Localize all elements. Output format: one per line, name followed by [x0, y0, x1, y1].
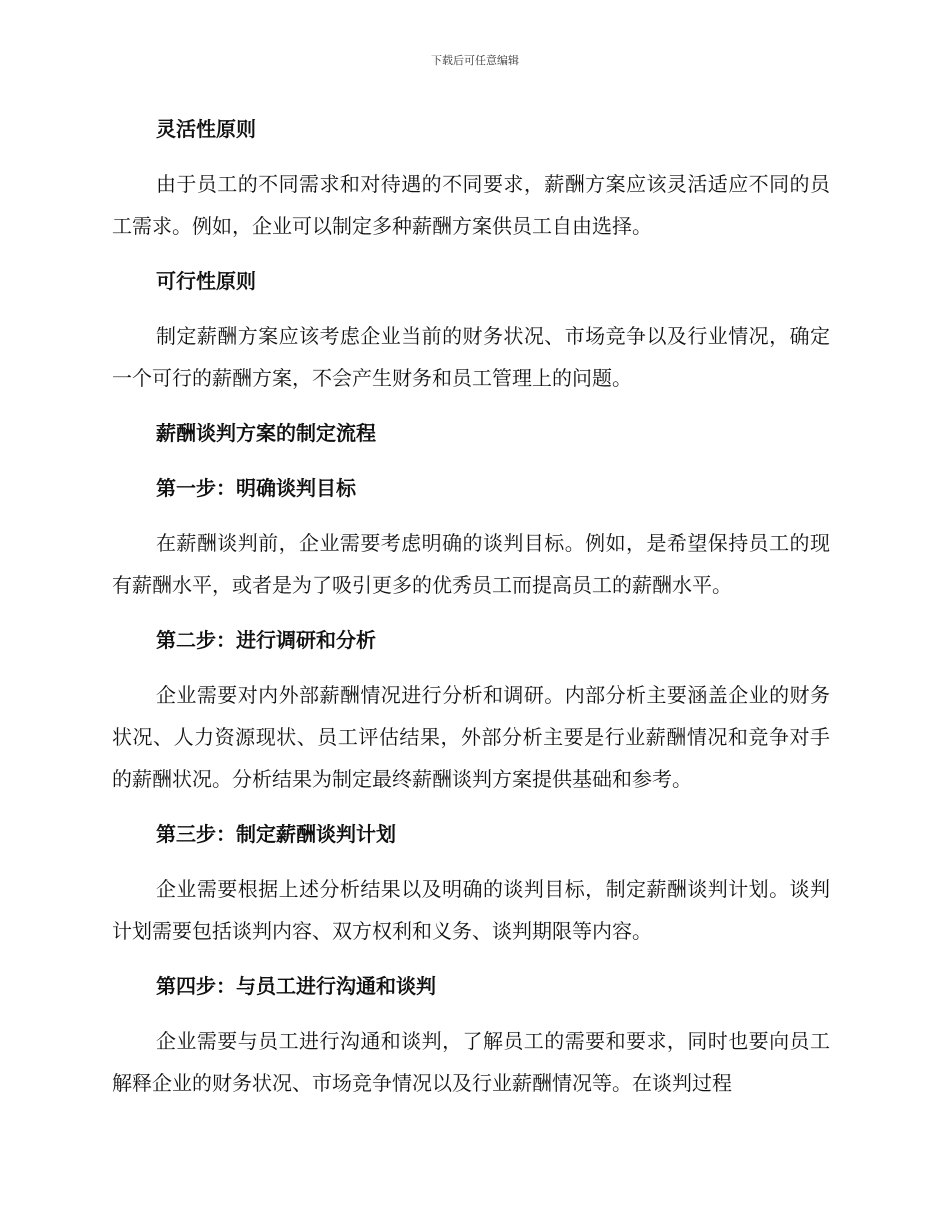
section-paragraph-step-2: 企业需要对内外部薪酬情况进行分析和调研。内部分析主要涵盖企业的财务状况、人力资源现状、员工评估结果，外部分析主要是行业薪酬情况和竞争对手的薪酬状况。分析结果为制定最终薪酬谈判方案提供基础和参考。: [112, 683, 830, 791]
section-paragraph-flexibility: 由于员工的不同需求和对待遇的不同要求，薪酬方案应该灵活适应不同的员工需求。例如，企业可以制定多种薪酬方案供员工自由选择。: [112, 172, 830, 238]
section-paragraph-step-1: 在薪酬谈判前，企业需要考虑明确的谈判目标。例如，是希望保持员工的现有薪酬水平，或者是为了吸引更多的优秀员工而提高员工的薪酬水平。: [112, 531, 830, 597]
section-heading-feasibility: 可行性原则: [156, 269, 256, 293]
page-header-note: 下载后可任意编辑: [431, 54, 519, 67]
section-paragraph-feasibility: 制定薪酬方案应该考虑企业当前的财务状况、市场竞争以及行业情况，确定一个可行的薪酬方案，不会产生财务和员工管理上的问题。: [112, 324, 830, 390]
section-heading-flexibility: 灵活性原则: [156, 117, 256, 141]
section-heading-step-2: 第二步：进行调研和分析: [156, 628, 376, 652]
section-heading-step-3: 第三步：制定薪酬谈判计划: [156, 822, 396, 846]
section-paragraph-step-4: 企业需要与员工进行沟通和谈判，了解员工的需要和要求，同时也要向员工解释企业的财务状况、市场竞争情况以及行业薪酬情况等。在谈判过程: [112, 1029, 830, 1095]
document-body: [112, 108, 830, 1104]
section-paragraph-step-3: 企业需要根据上述分析结果以及明确的谈判目标，制定薪酬谈判计划。谈判计划需要包括谈判内容、双方权利和义务、谈判期限等内容。: [112, 877, 830, 943]
section-heading-process: 薪酬谈判方案的制定流程: [156, 421, 376, 445]
section-heading-step-1: 第一步：明确谈判目标: [156, 476, 356, 500]
section-heading-step-4: 第四步：与员工进行沟通和谈判: [156, 974, 436, 998]
